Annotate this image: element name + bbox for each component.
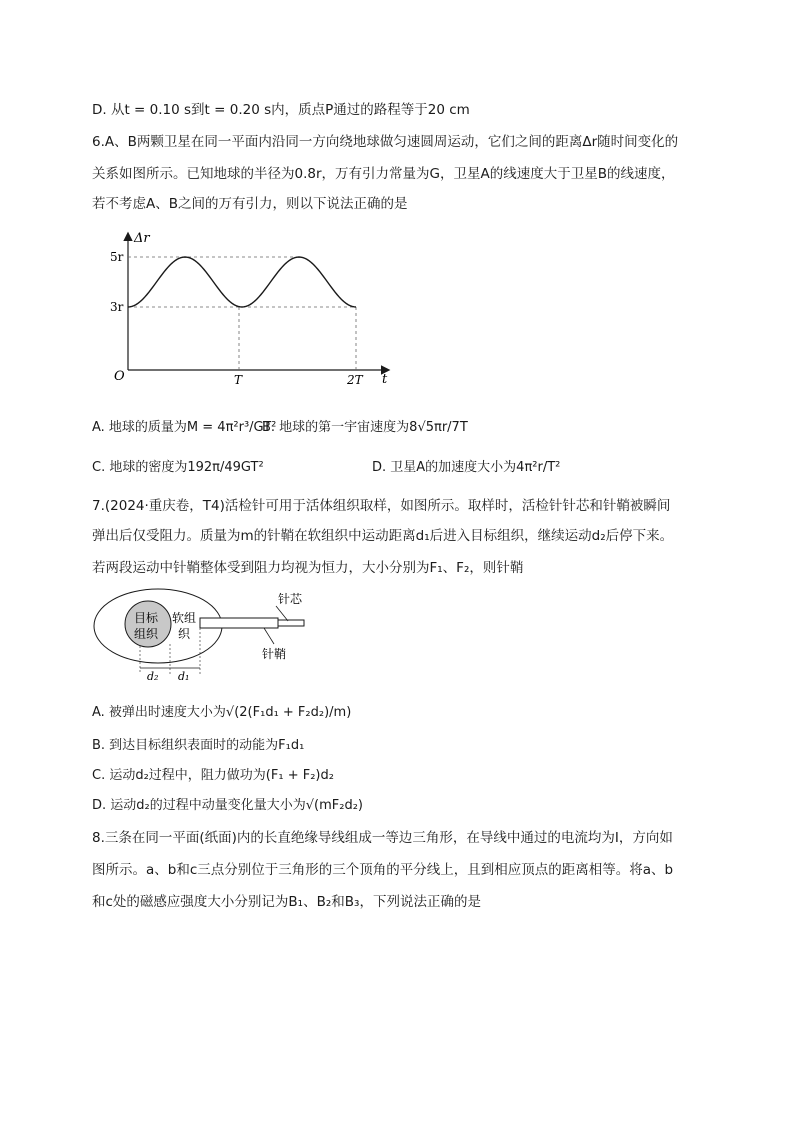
d1-label: d₁ xyxy=(178,670,190,683)
q7-figure xyxy=(92,588,362,683)
q6-graph-svg xyxy=(110,228,400,388)
q7-stem-line-1: 7.(2024·重庆卷，T4)活检针可用于活体组织取样，如图所示。取样时，活检针针芯和针鞘被瞬间 xyxy=(92,498,671,514)
y-tick-5r: 5r xyxy=(110,250,124,264)
needle-sheath xyxy=(200,618,278,628)
q6-stem-line-3: 若不考虑A、B之间的万有引力，则以下说法正确的是 xyxy=(92,196,408,212)
q5-option-d: D. 从t = 0.10 s到t = 0.20 s内，质点P通过的路程等于20 cm xyxy=(92,102,470,118)
needle-sheath-label: 针鞘 xyxy=(262,647,287,661)
q7-option-a: A. 被弹出时速度大小为√(2(F₁d₁ + F₂d₂)/m) xyxy=(92,705,352,720)
q8-stem-line-1: 8.三条在同一平面(纸面)内的长直绝缘导线组成一等边三角形，在导线中通过的电流均为I，方向如 xyxy=(92,830,673,846)
q7-figure-svg xyxy=(92,588,362,683)
needle-core-label: 针芯 xyxy=(278,592,303,606)
q7-option-d: D. 运动d₂的过程中动量变化量大小为√(mF₂d₂) xyxy=(92,798,363,813)
q7-option-b: B. 到达目标组织表面时的动能为F₁d₁ xyxy=(92,738,305,753)
d2-label: d₂ xyxy=(147,670,159,683)
x-tick-T: T xyxy=(234,373,243,387)
needle-sheath-leader xyxy=(264,628,274,644)
x-tick-2T: 2T xyxy=(347,373,363,387)
q8-stem-line-2: 图所示。a、b和c三点分别位于三角形的三个顶角的平分线上，且到相应顶点的距离相等。将a、b xyxy=(92,862,674,878)
q6-option-d: D. 卫星A的加速度大小为4π²r/T² xyxy=(372,460,561,475)
q6-stem-line-1: 6.A、B两颗卫星在同一平面内沿同一方向绕地球做匀速圆周运动，它们之间的距离Δr随时间变化的 xyxy=(92,134,679,150)
q6-option-a: A. 地球的质量为M = 4π²r³/GT² xyxy=(92,420,277,435)
q6-stem-line-2: 关系如图所示。已知地球的半径为0.8r，万有引力常量为G，卫星A的线速度大于卫星B的线速度， xyxy=(92,166,675,182)
q6-graph xyxy=(110,228,400,388)
q7-option-c: C. 运动d₂过程中，阻力做功为(F₁ + F₂)d₂ xyxy=(92,768,334,783)
q7-stem-line-2: 弹出后仅受阻力。质量为m的针鞘在软组织中运动距离d₁后进入目标组织，继续运动d₂后停下来。 xyxy=(92,528,674,544)
target-tissue-label-1: 目标 xyxy=(134,611,159,625)
q6-curve xyxy=(128,257,356,307)
q6-option-c: C. 地球的密度为192π/49GT² xyxy=(92,460,264,475)
needle-core xyxy=(278,620,304,626)
y-tick-3r: 3r xyxy=(110,300,124,314)
origin-label: O xyxy=(114,369,125,384)
y-axis-label: Δr xyxy=(134,231,150,246)
target-tissue-label-2: 组织 xyxy=(134,627,159,641)
soft-tissue-label-2: 织 xyxy=(178,627,191,641)
q8-stem-line-3: 和c处的磁感应强度大小分别记为B₁、B₂和B₃，下列说法正确的是 xyxy=(92,894,481,910)
q6-option-b: B. 地球的第一宇宙速度为8√5πr/7T xyxy=(262,420,468,435)
soft-tissue-label-1: 软组 xyxy=(172,611,197,625)
x-axis-label: t xyxy=(382,372,388,387)
q7-stem-line-3: 若两段运动中针鞘整体受到阻力均视为恒力，大小分别为F₁、F₂，则针鞘 xyxy=(92,560,524,576)
